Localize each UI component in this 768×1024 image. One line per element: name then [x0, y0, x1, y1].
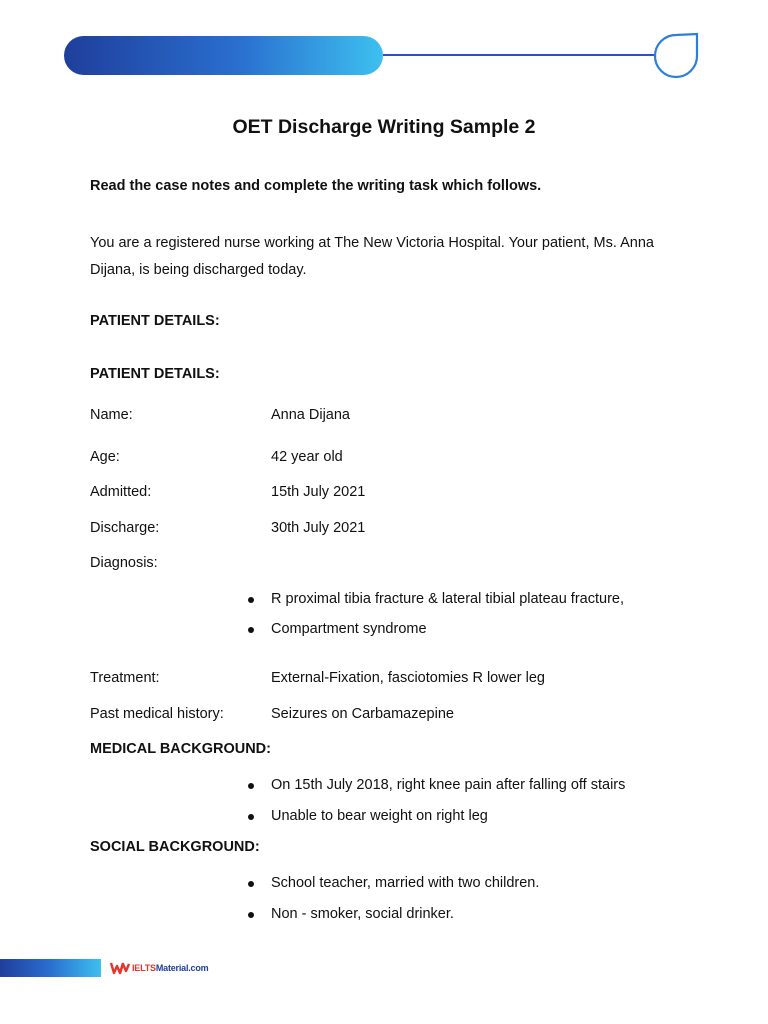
- name-label: Name:: [90, 407, 133, 423]
- diagnosis-item-text: R proximal tibia fracture & lateral tibial plateau fracture,: [271, 591, 624, 607]
- header-decoration-bar: [64, 36, 383, 75]
- treatment-label: Treatment:: [90, 670, 160, 686]
- admitted-label: Admitted:: [90, 484, 152, 500]
- diagnosis-item-text: Compartment syndrome: [271, 621, 427, 637]
- medical-item-text: On 15th July 2018, right knee pain after falling off stairs: [271, 777, 626, 793]
- admitted-value: 15th July 2021: [271, 484, 366, 500]
- task-instruction: Read the case notes and complete the writing task which follows.: [90, 178, 542, 194]
- bullet-icon: [248, 597, 254, 603]
- treatment-value: External-Fixation, fasciotomies R lower leg: [271, 670, 545, 686]
- medical-item-text: Unable to bear weight on right leg: [271, 808, 488, 824]
- past-history-value: Seizures on Carbamazepine: [271, 706, 454, 722]
- social-item-text: School teacher, married with two children.: [271, 875, 540, 891]
- age-value: 42 year old: [271, 449, 343, 465]
- discharge-label: Discharge:: [90, 520, 160, 536]
- age-label: Age:: [90, 449, 120, 465]
- logo-text-part2: Material.com: [155, 963, 209, 973]
- footer-decoration-bar: [0, 959, 101, 977]
- page-title: OET Discharge Writing Sample 2: [232, 116, 536, 138]
- header-decoration-line: [383, 54, 655, 56]
- bullet-icon: [248, 881, 254, 887]
- discharge-value: 30th July 2021: [271, 520, 366, 536]
- name-value: Anna Dijana: [271, 407, 350, 423]
- medical-background-heading: MEDICAL BACKGROUND:: [90, 741, 271, 757]
- logo-wordmark: [132, 963, 208, 973]
- social-item-text: Non - smoker, social drinker.: [271, 906, 454, 922]
- social-background-heading: SOCIAL BACKGROUND:: [90, 839, 260, 855]
- patient-details-heading: PATIENT DETAILS:: [90, 366, 220, 382]
- bullet-icon: [248, 814, 254, 820]
- bullet-icon: [248, 783, 254, 789]
- diagnosis-label: Diagnosis:: [90, 555, 158, 571]
- past-history-label: Past medical history:: [90, 706, 224, 722]
- bullet-icon: [248, 627, 254, 633]
- task-intro: You are a registered nurse working at The New Victoria Hospital. Your patient, Ms. Anna Dijana, is being discharged today.: [90, 235, 654, 278]
- patient-details-heading: PATIENT DETAILS:: [90, 313, 220, 329]
- logo-text-part1: IELTS: [132, 963, 156, 973]
- brand-logo: [110, 960, 208, 976]
- logo-mark-icon: [110, 961, 130, 975]
- bullet-icon: [248, 912, 254, 918]
- drop-shape-icon: [652, 30, 700, 80]
